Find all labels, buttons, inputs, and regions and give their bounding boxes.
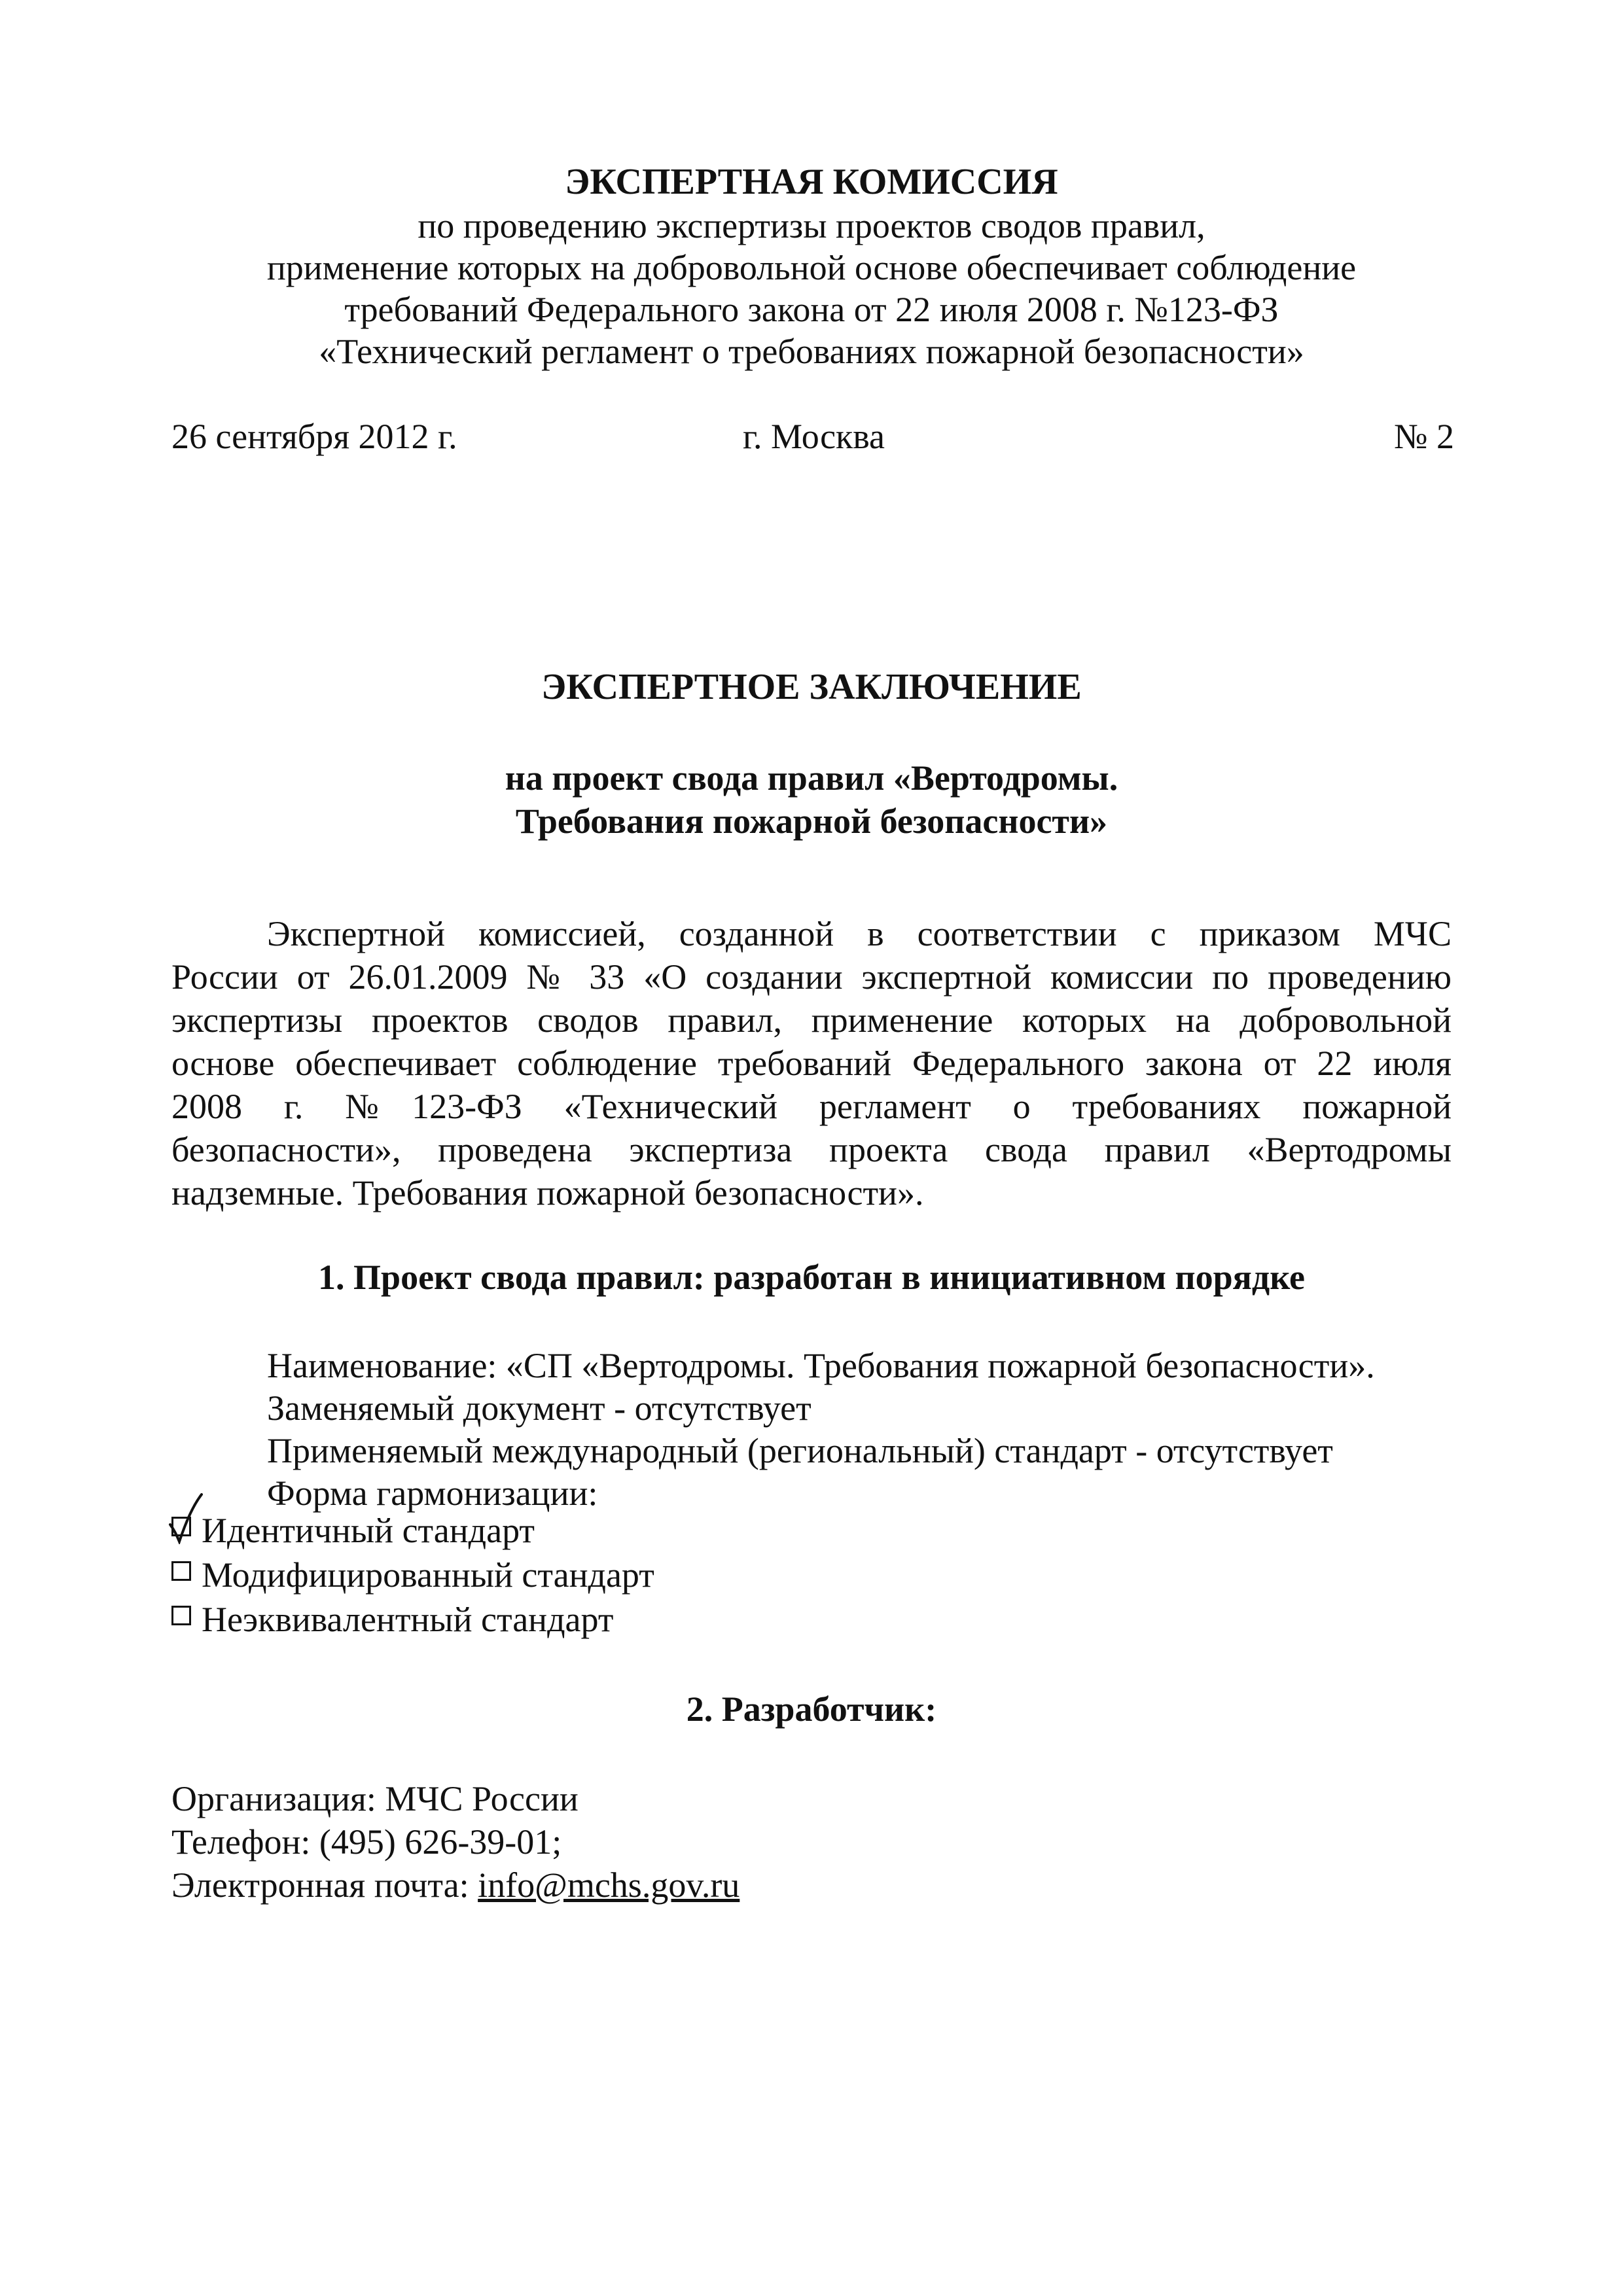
developer-phone: Телефон: (495) 626-39-01; xyxy=(171,1822,562,1862)
developer-email-label: Электронная почта: xyxy=(171,1865,478,1905)
developer-email-link[interactable]: info@mchs.gov.ru xyxy=(478,1865,740,1905)
document-date: 26 сентября 2012 г. xyxy=(171,417,457,456)
option-nonequivalent-checkbox[interactable] xyxy=(171,1606,191,1625)
document-city: г. Москва xyxy=(743,417,885,456)
org-subtitle-line-4: «Технический регламент о требованиях пожарной безопасности» xyxy=(319,332,1304,371)
org-title: ЭКСПЕРТНАЯ КОМИССИЯ xyxy=(565,162,1058,202)
org-subtitle-line-1: по проведению экспертизы проектов сводов правил, xyxy=(418,206,1205,245)
section-1-applied-standard: Применяемый международный (региональный) стандарт - отсутствует xyxy=(267,1431,1333,1470)
developer-organization: Организация: МЧС России xyxy=(171,1779,579,1818)
option-modified-checkbox[interactable] xyxy=(171,1561,191,1581)
intro-line-6: безопасности», проведена экспертиза проекта свода правил «Вертодромы xyxy=(171,1130,1452,1169)
option-nonequivalent-label: Неэквивалентный стандарт xyxy=(202,1600,614,1639)
org-subtitle-line-2: применение которых на добровольной основе обеспечивает соблюдение xyxy=(266,248,1357,287)
document-number: № 2 xyxy=(1393,417,1454,456)
document-subtitle-line-2: Требования пожарной безопасности» xyxy=(515,802,1108,841)
document-title: ЭКСПЕРТНОЕ ЗАКЛЮЧЕНИЕ xyxy=(541,667,1082,707)
harmonization-label: Форма гармонизации: xyxy=(267,1474,598,1513)
intro-line-7: надземные. Требования пожарной безопасности». xyxy=(171,1173,924,1212)
section-1-name: Наименование: «СП «Вертодромы. Требования пожарной безопасности». xyxy=(267,1346,1375,1385)
option-modified-label: Модифицированный стандарт xyxy=(202,1555,654,1595)
intro-line-2: России от 26.01.2009 № 33 «О создании экспертной комиссии по проведению xyxy=(171,957,1452,997)
section-1-heading: 1. Проект свода правил: разработан в инициативном порядке xyxy=(318,1258,1305,1297)
option-identical-checkbox[interactable] xyxy=(171,1517,191,1536)
intro-line-3: экспертизы проектов сводов правил, применение которых на добровольной xyxy=(171,1000,1452,1040)
intro-line-5: 2008 г. №123-ФЗ «Технический регламент о требованиях пожарной xyxy=(171,1087,1452,1126)
option-identical-label: Идентичный стандарт xyxy=(202,1511,535,1550)
developer-email-row xyxy=(171,1867,740,1903)
org-subtitle-line-3: требований Федерального закона от 22 июля 2008 г. №123-ФЗ xyxy=(344,290,1279,329)
section-2-heading: 2. Разработчик: xyxy=(686,1689,937,1729)
section-1-replaced-document: Заменяемый документ - отсутствует xyxy=(267,1388,812,1428)
document-subtitle-line-1: на проект свода правил «Вертодромы. xyxy=(505,758,1118,798)
intro-line-4: основе обеспечивает соблюдение требований Федерального закона от 22 июля xyxy=(171,1044,1452,1083)
intro-line-1: Экспертной комиссией, созданной в соответствии с приказом МЧС xyxy=(267,914,1452,953)
